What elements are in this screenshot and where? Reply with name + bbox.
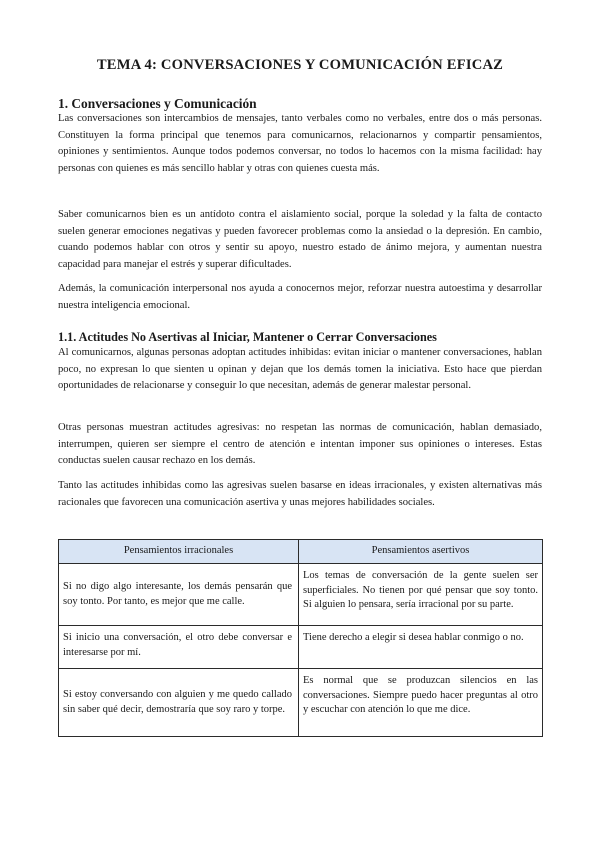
irrational-thought-cell: Si estoy conversando con alguien y me quedo callado sin saber qué decir, demostraría que soy raro y torpe. <box>59 669 299 737</box>
column-header-assertive: Pensamientos asertivos <box>299 540 543 564</box>
column-header-irrational: Pensamientos irracionales <box>59 540 299 564</box>
paragraph-1-1-3: Tanto las actitudes inhibidas como las agresivas suelen basarse en ideas irracionales, y existen alternativas más racionales que favorecen una comunicación asertiva y unas mejores habilidades sociales. <box>58 480 542 508</box>
paragraph-1-1-1: Al comunicarnos, algunas personas adoptan actitudes inhibidas: evitan iniciar o mantener conversaciones, hablan poco, no expresan lo que sienten u opinan y dejan que los demás tomen la iniciativa. Esto hace que pierdan oportunidades de relacionarse y conseguir lo que necesitan, además de generar malestar personal. <box>58 347 542 392</box>
table-row <box>59 564 543 626</box>
section-heading-1-1: 1.1. Actitudes No Asertivas al Iniciar, Mantener o Cerrar Conversaciones <box>58 330 437 344</box>
table-header-row <box>59 540 543 564</box>
assertive-thought-cell: Tiene derecho a elegir si desea hablar conmigo o no. <box>299 626 543 669</box>
paragraph-1-1: Las conversaciones son intercambios de mensajes, tanto verbales como no verbales, entre dos o más personas. Constituyen la forma principal que tenemos para comunicarnos, relacionarnos y compartir pensamientos, opiniones y sentimientos. Aunque todos podemos conversar, no todos lo hacemos con la misma facilidad: hay personas con quienes es más sencillo hablar y otras con quienes cuesta más. <box>58 113 542 174</box>
document-title: TEMA 4: CONVERSACIONES Y COMUNICACIÓN EFICAZ <box>96 57 504 73</box>
table-row <box>59 669 543 737</box>
section-heading-1: 1. Conversaciones y Comunicación <box>58 96 257 111</box>
paragraph-1-3: Además, la comunicación interpersonal nos ayuda a conocernos mejor, reforzar nuestra autoestima y desarrollar nuestra inteligencia emocional. <box>58 283 542 311</box>
paragraph-1-1-2: Otras personas muestran actitudes agresivas: no respetan las normas de comunicación, hablan demasiado, interrumpen, quieren ser siempre el centro de atención e intentan imponer sus opiniones o intereses. Estas conductas suelen causar rechazo en los demás. <box>58 422 542 467</box>
thoughts-table <box>58 539 543 737</box>
assertive-thought-cell: Es normal que se produzcan silencios en las conversaciones. Siempre puedo hacer preguntas al otro y escuchar con atención lo que me dice. <box>299 669 543 737</box>
irrational-thought-cell: Si no digo algo interesante, los demás pensarán que soy tonto. Por tanto, es mejor que me calle. <box>59 564 299 626</box>
assertive-thought-cell: Los temas de conversación de la gente suelen ser superficiales. No tienen por qué pensar que soy tonto. Si alguien lo pensara, sería irracional por su parte. <box>299 564 543 626</box>
paragraph-1-2: Saber comunicarnos bien es un antídoto contra el aislamiento social, porque la soledad y la falta de contacto suelen generar emociones negativas y pueden favorecer problemas como la ansiedad o la depresión. En cambio, cuando podemos hablar con otros y sentir su apoyo, nuestro estado de ánimo mejora, y aumentan nuestra capacidad para manejar el estrés y superar dificultades. <box>58 209 542 270</box>
table-row <box>59 626 543 669</box>
irrational-thought-cell: Si inicio una conversación, el otro debe conversar e interesarse por mí. <box>59 626 299 669</box>
